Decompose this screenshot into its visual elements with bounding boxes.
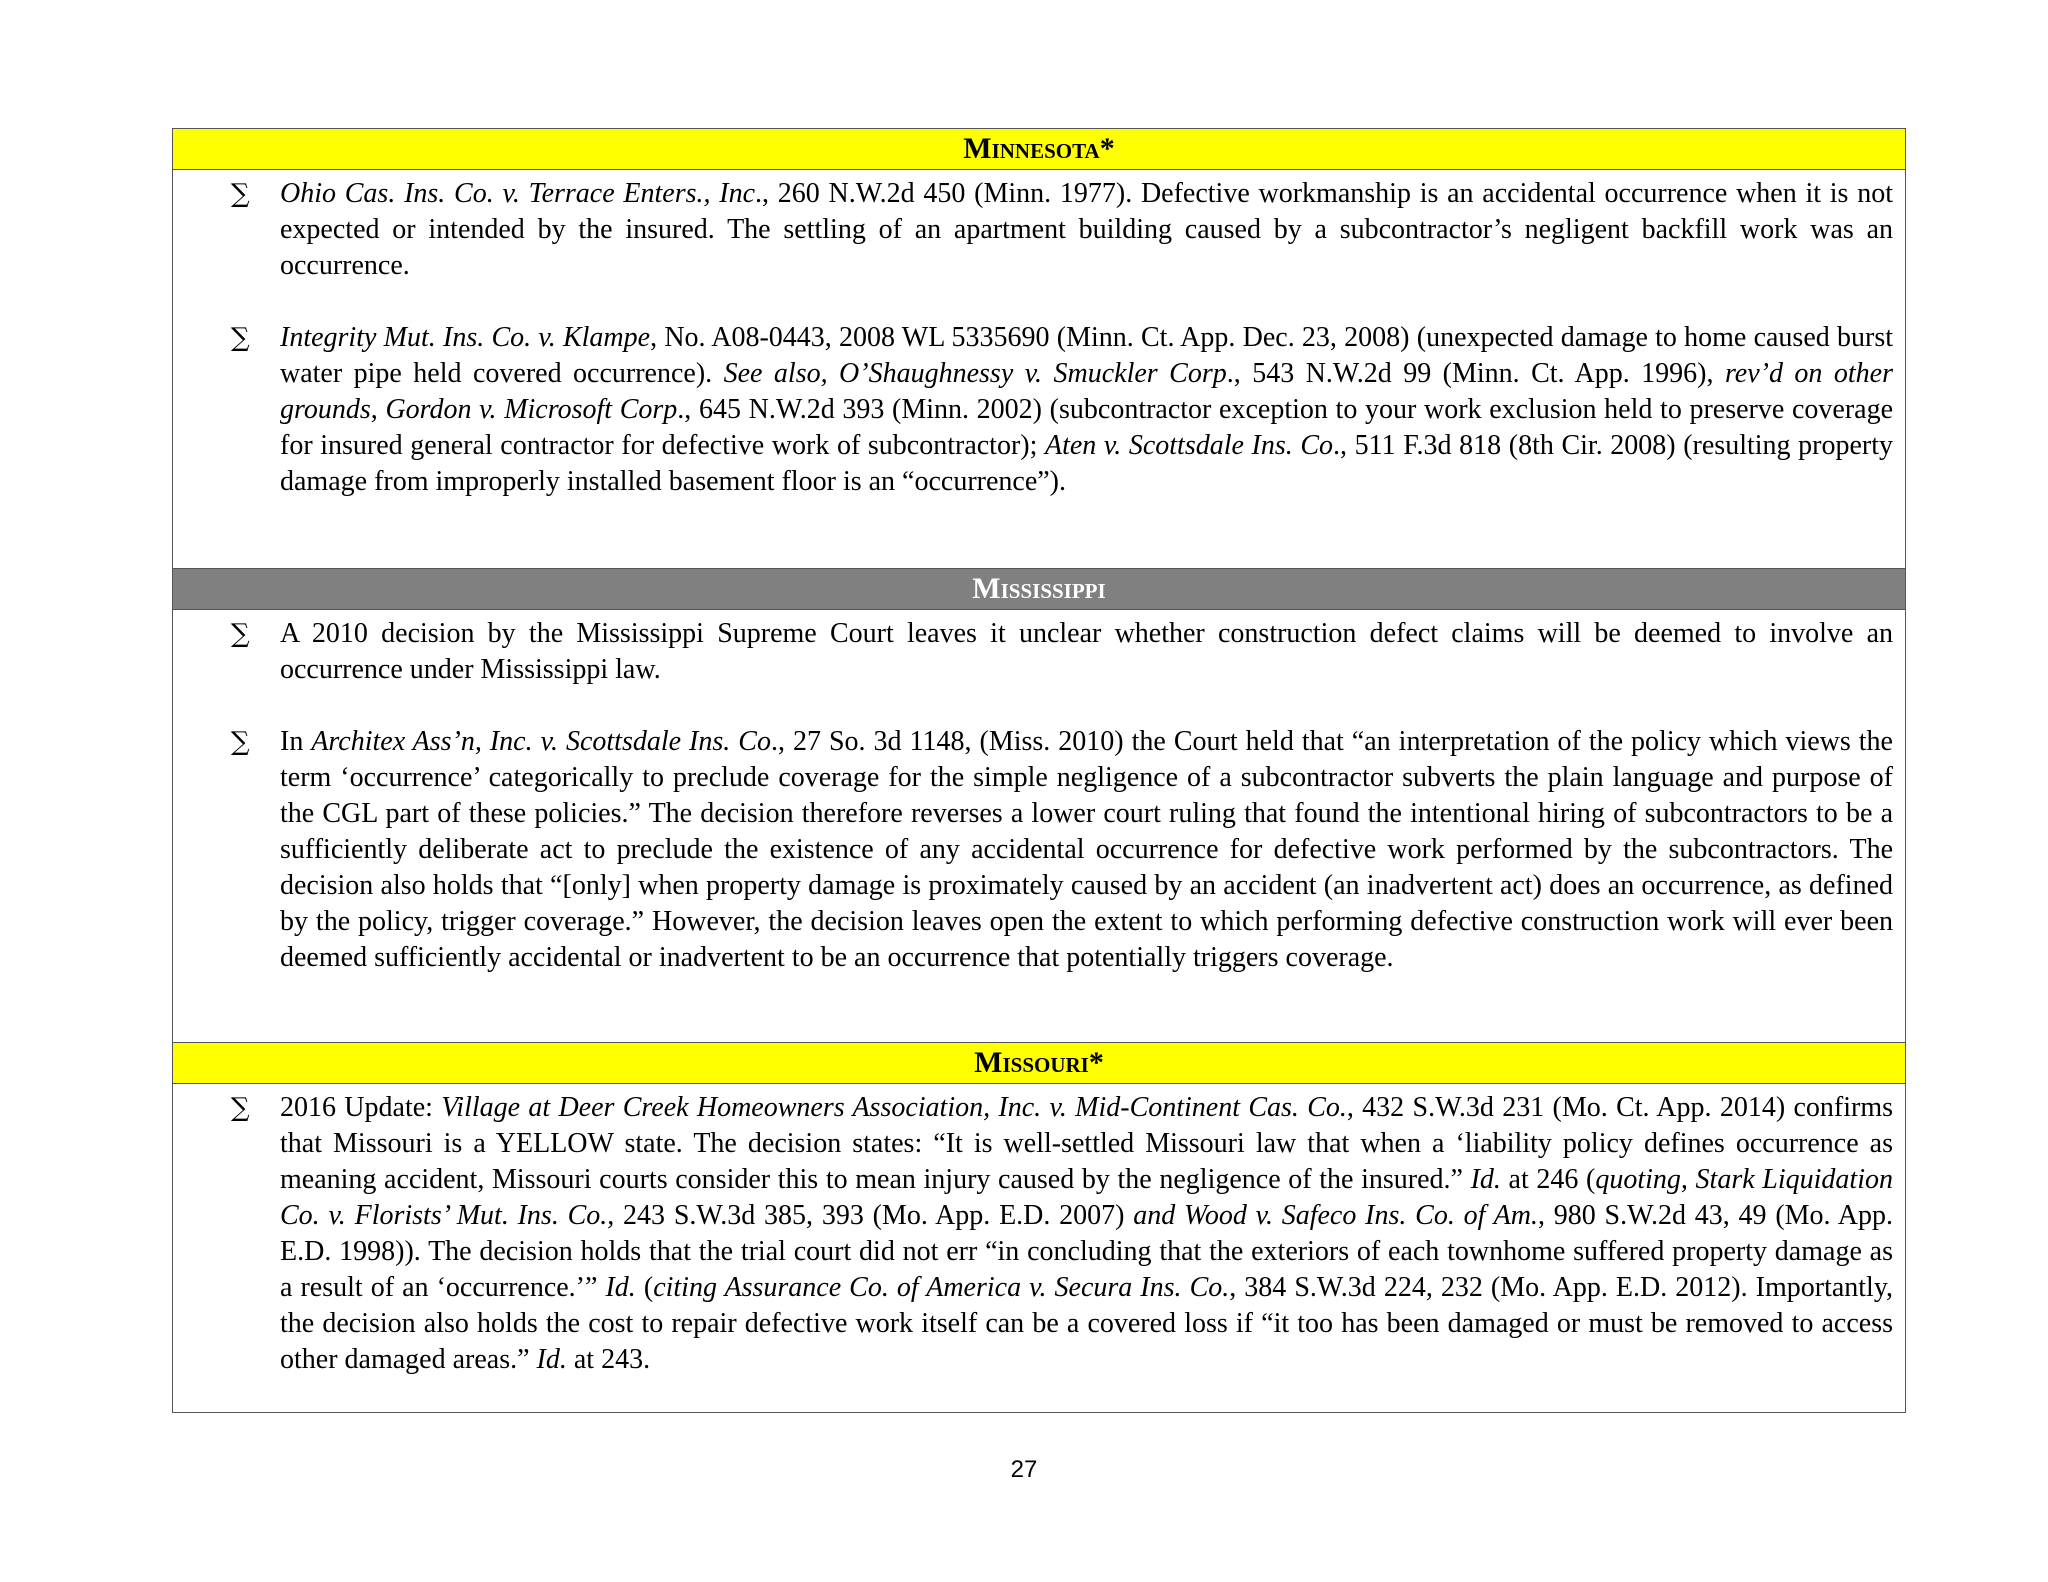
case-citation: citing Assurance Co. of America v. Secura Ins. Co. — [653, 1272, 1230, 1303]
list-item — [173, 724, 1905, 976]
bullet-icon: ∑ — [231, 323, 250, 353]
case-citation: Aten v. Scottsdale Ins. Co — [1044, 430, 1334, 461]
bullet-icon: ∑ — [231, 1093, 250, 1123]
case-citation: Id. — [605, 1272, 636, 1303]
case-summary: A 2010 decision by the Mississippi Supreme Court leaves it unclear whether construction defect claims will be deemed to involve an occurrence under Mississippi law. — [280, 618, 1893, 685]
state-header-mississippi: Mississippi — [173, 569, 1905, 610]
case-citation: Integrity Mut. Ins. Co. v. Klampe — [280, 322, 651, 353]
case-summary: 2016 Update: Village at Deer Creek Homeowners Association, Inc. v. Mid-Continent Cas. Co., 432 S.W.3d 231 (Mo. Ct. App. 2014) confirms that Missouri is a YELLOW state. The decision states: “It is well-settled Missouri law that when a ‘liability policy defines occurrence as meaning accident, Missouri courts consider this to mean injury caused by the negligence of the insured.” Id. at 246 (quoting, Stark Liquidation Co. v. Florists’ Mut. Ins. Co., 243 S.W.3d 385, 393 (Mo. App. E.D. 2007) and Wood v. Safeco Ins. Co. of Am., 980 S.W.2d 43, 49 (Mo. App. E.D. 1998)). The decision holds that the trial court did not err “in concluding that the exteriors of each townhome suffered property damage as a result of an ‘occurrence.’” Id. (citing Assurance Co. of America v. Secura Ins. Co., 384 S.W.3d 224, 232 (Mo. App. E.D. 2012). Importantly, the decision also holds the cost to repair defective work itself can be a covered loss if “it too has been damaged or must be removed to access other damaged areas.” Id. at 243. — [280, 1092, 1894, 1375]
case-citation: Village at Deer Creek Homeowners Association, Inc. v. Mid-Continent Cas. Co. — [441, 1092, 1347, 1123]
bullet-icon: ∑ — [231, 179, 250, 209]
case-citation: Architex Ass’n, Inc. v. Scottsdale Ins. Co — [311, 726, 771, 757]
state-header-missouri: Missouri* — [173, 1043, 1905, 1084]
bullet-icon: ∑ — [231, 619, 250, 649]
case-citation: rev’d on other grounds — [280, 358, 1893, 425]
state-header-minnesota: Minnesota* — [173, 129, 1905, 170]
list-item — [173, 176, 1905, 284]
page-number: 27 — [1010, 1456, 1038, 1483]
case-summary: In Architex Ass’n, Inc. v. Scottsdale Ins. Co., 27 So. 3d 1148, (Miss. 2010) the Court held that “an interpretation of the policy which views the term ‘occurrence’ categorically to preclude coverage for the simple negligence of a subcontractor subverts the plain language and purpose of the CGL part of these policies.” The decision therefore reverses a lower court ruling that found the intentional hiring of subcontractors to be a sufficiently deliberate act to preclude the existence of any accidental occurrence for defective work performed by the subcontractors. The decision also holds that “[only] when property damage is proximately caused by an accident (an inadvertent act) does an occurrence, as defined by the policy, trigger coverage.” However, the decision leaves open the extent to which performing defective construction work will ever been deemed sufficiently accidental or inadvertent to be an occurrence that potentially triggers coverage. — [280, 726, 1893, 973]
case-citation: See also, O’Shaughnessy v. Smuckler Corp — [723, 358, 1227, 389]
case-citation: quoting, Stark Liquidation Co. v. Florists’ Mut. Ins. Co., — [280, 1164, 1893, 1231]
section-body-missouri — [173, 1084, 1905, 1412]
list-item — [173, 1090, 1905, 1378]
section-body-mississippi — [173, 610, 1905, 1043]
case-citation: Id. — [1470, 1164, 1501, 1195]
case-summary: Integrity Mut. Ins. Co. v. Klampe, No. A08-0443, 2008 WL 5335690 (Minn. Ct. App. Dec. 23, 2008) (unexpected damage to home caused burst water pipe held covered occurrence). See also, O’Shaughnessy v. Smuckler Corp., 543 N.W.2d 99 (Minn. Ct. App. 1996), rev’d on other grounds, Gordon v. Microsoft Corp., 645 N.W.2d 393 (Minn. 2002) (subcontractor exception to your work exclusion held to preserve coverage for insured general contractor for defective work of subcontractor); Aten v. Scottsdale Ins. Co., 511 F.3d 818 (8th Cir. 2008) (resulting property damage from improperly installed basement floor is an “occurrence”). — [280, 322, 1894, 497]
list-item — [173, 616, 1905, 688]
list-item — [173, 320, 1905, 500]
case-citation: and Wood v. Safeco Ins. Co. of Am. — [1133, 1200, 1538, 1231]
bullet-icon: ∑ — [231, 727, 250, 757]
case-citation: Id. — [536, 1344, 567, 1375]
case-summary: Ohio Cas. Ins. Co. v. Terrace Enters., Inc., 260 N.W.2d 450 (Minn. 1977). Defective workmanship is an accidental occurrence when it is not expected or intended by the insured. The settling of an apartment building caused by a subcontractor’s negligent backfill work was an occurrence. — [280, 178, 1893, 281]
state-law-table — [172, 128, 1906, 1413]
case-citation: Ohio Cas. Ins. Co. v. Terrace Enters., Inc — [280, 178, 756, 209]
case-citation: Gordon v. Microsoft Corp — [385, 394, 678, 425]
section-body-minnesota — [173, 170, 1905, 569]
